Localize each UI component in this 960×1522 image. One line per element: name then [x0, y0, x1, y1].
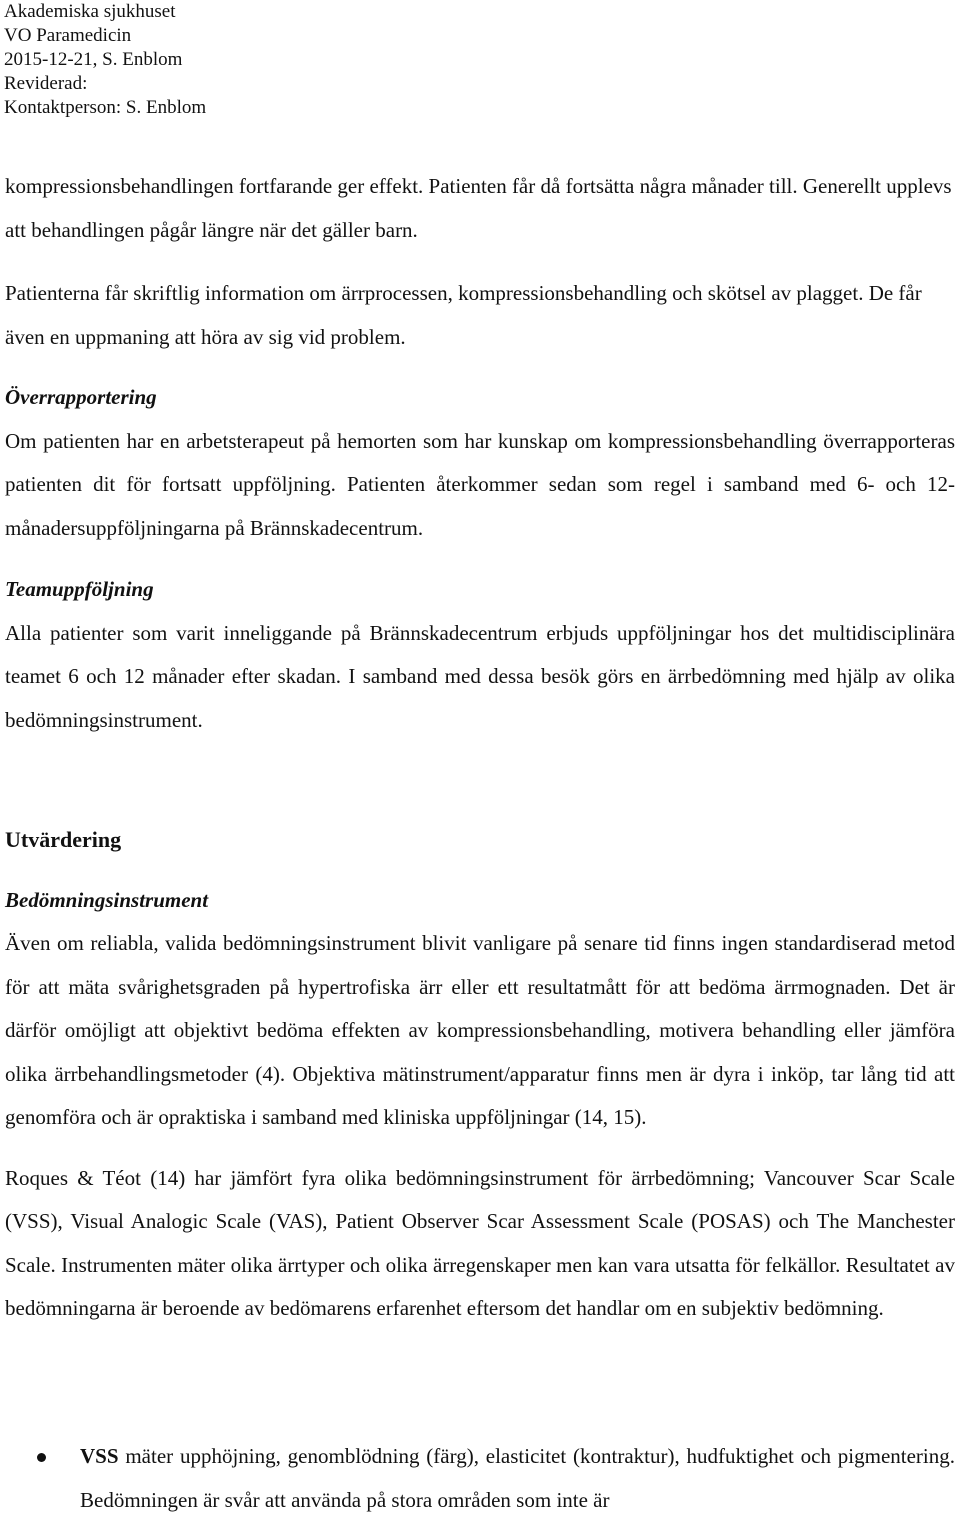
intro-section [5, 165, 955, 359]
header-contact: Kontaktperson: S. Enblom [4, 97, 207, 118]
header-hospital: Akademiska sjukhuset [4, 1, 176, 22]
document-header [4, 0, 206, 120]
teamuppfoljning-heading: Teamuppföljning [5, 577, 154, 601]
bullet-icon [37, 1453, 46, 1462]
list-item [5, 1435, 955, 1522]
bullet-description: mäter upphöjning, genomblödning (färg), elasticitet (kontraktur), hudfuktighet och pigmentering. Bedömningen är svår att använda på stora områden som inte är [80, 1444, 955, 1512]
teamuppfoljning-text: Alla patienter som varit inneliggande på Brännskadecentrum erbjuds uppföljningar hos det multidisciplinära teamet 6 och 12 månader efter skadan. I samband med dessa besök görs en ärrbedömning med hjälp av olika bedömningsinstrument. [5, 620, 955, 732]
bullet-list [5, 1435, 955, 1522]
bedomningsinstrument-heading: Bedömningsinstrument [5, 887, 209, 912]
header-date-author: 2015-12-21, S. Enblom [4, 49, 183, 70]
utvardering-paragraph-1: Även om reliabla, valida bedömningsinstrument blivit vanligare på senare tid finns ingen standardiserad metod för att mäta svårighetsgraden på hypertrofiska ärr eller ett resultatmått för att bedöma ärrmognaden. Det är därför omöjligt att objektivt bedöma effekten av kompressionsbehandling, motivera behandling eller jämföra olika ärrbehandlingsmetoder (4). Objektiva mätinstrument/apparatur finns men är dyra i inköp, tar lång tid att genomföra och är opraktiska i samband med kliniska uppföljningar (14, 15). [5, 931, 955, 1129]
bullet-text [80, 1435, 955, 1522]
utvardering-heading: Utvärdering [5, 827, 122, 852]
overrapportering-text: Om patienten har en arbetsterapeut på hemorten som har kunskap om kompressionsbehandling överrapporteras patienten dit för fortsatt uppföljning. Patienten återkommer sedan som regel i samband med 6- och 12-månadersuppföljningarna på Brännskadecentrum. [5, 428, 955, 540]
teamuppfoljning-section [5, 568, 955, 742]
intro-paragraph-1: kompressionsbehandlingen fortfarande ger effekt. Patienten får då fortsätta några månader till. Generellt upplevs att behandlingen pågår längre när det gäller barn. [5, 174, 952, 242]
utvardering-section [5, 818, 955, 1331]
header-department: VO Paramedicin [4, 25, 132, 46]
overrapportering-heading: Överrapportering [5, 385, 157, 409]
header-revised: Reviderad: [4, 73, 88, 94]
utvardering-paragraph-2: Roques & Téot (14) har jämfört fyra olika bedömningsinstrument för ärrbedömning; Vancouver Scar Scale (VSS), Visual Analogic Scale (VAS), Patient Observer Scar Assessment Scale (POSAS) och The Manchester Scale. Instrumenten mäter olika ärrtyper och olika ärregenskaper men kan vara utsatta för felkällor. Resultatet av bedömningarna är beroende av bedömarens erfarenhet eftersom det handlar om en subjektiv bedömning. [5, 1165, 955, 1320]
intro-paragraph-2: Patienterna får skriftlig information om ärrprocessen, kompressionsbehandling och skötsel av plagget. De får även en uppmaning att höra av sig vid problem. [5, 281, 922, 349]
bullet-term: VSS [80, 1444, 119, 1468]
overrapportering-section [5, 376, 955, 550]
